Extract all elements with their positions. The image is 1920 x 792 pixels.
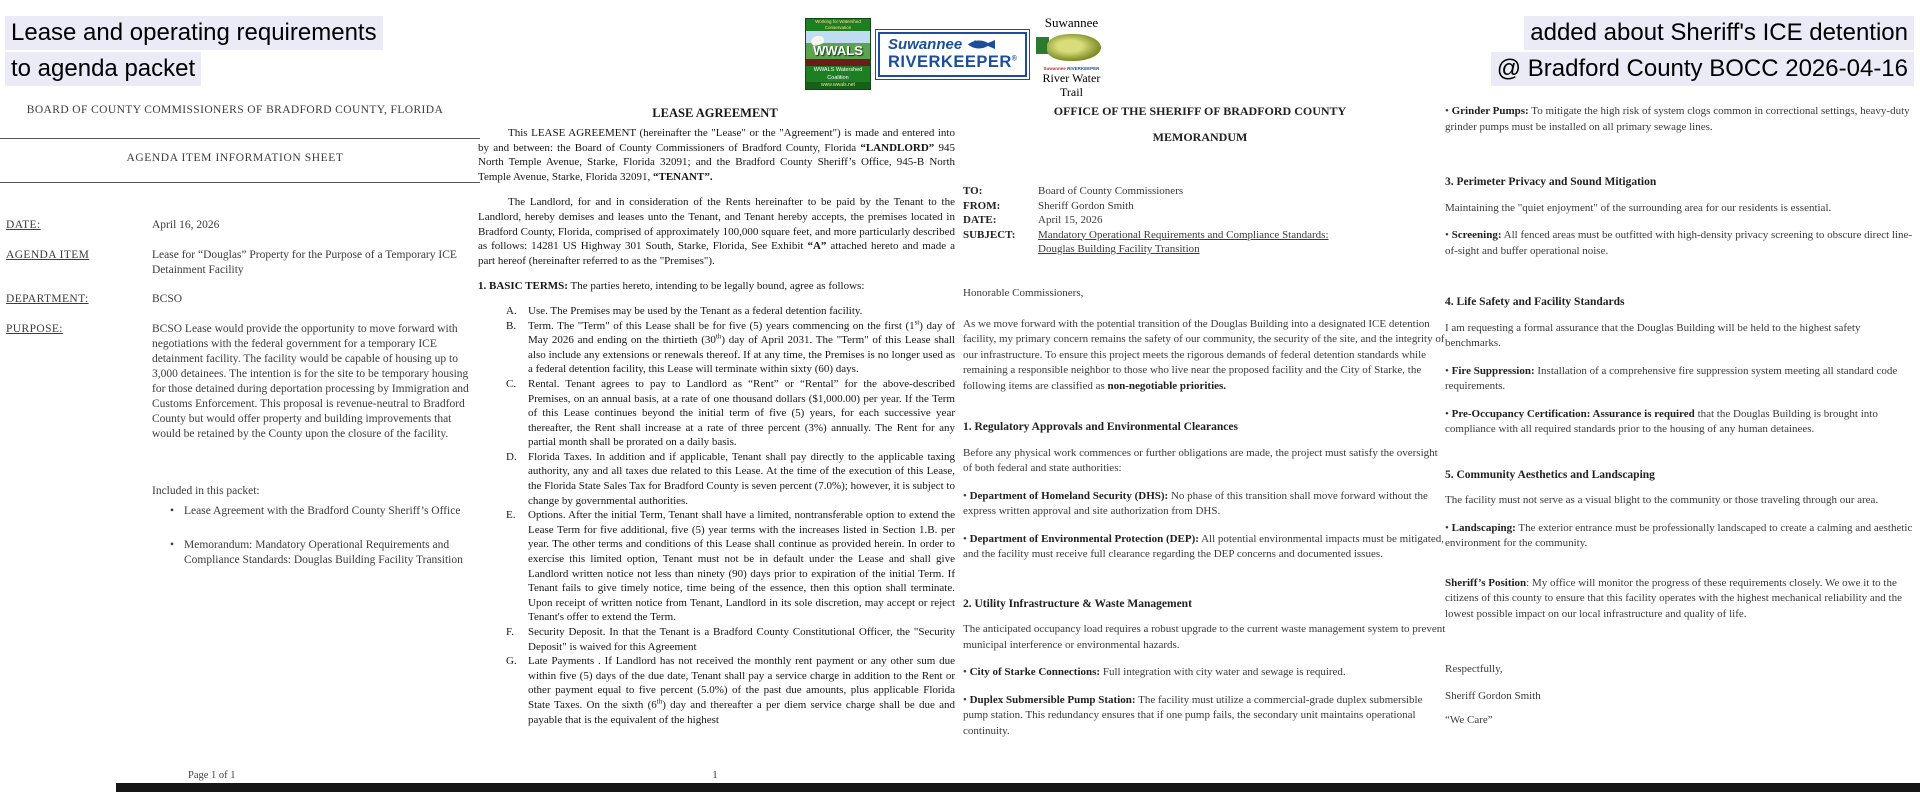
registered-mark: ® xyxy=(1011,55,1018,62)
department-value: BCSO xyxy=(152,293,183,305)
water-trail-title: Suwannee xyxy=(1044,15,1099,30)
memo-bullet-duplex-pump: • Duplex Submersible Pump Station: The facility must utilize a commercial-grade duplex submersible pump station. This redundancy ensures that if one pump fails, the secondary unit maintains operational continuity. xyxy=(963,693,1423,737)
memo-bullet-starke: • City of Starke Connections: Full integration with city water and sewage is required. xyxy=(963,666,1346,678)
memo-respectfully: Respectfully, xyxy=(1445,663,1503,675)
lease-items-list xyxy=(478,304,955,727)
date-value: April 16, 2026 xyxy=(152,219,220,231)
memo-signature: Sheriff Gordon Smith xyxy=(1445,689,1541,702)
included-item-memo: • Memorandum: Mandatory Operational Requirements and Compliance Standards: Douglas Building Facility Transition xyxy=(170,539,463,566)
memo-subject-row: SUBJECT: Mandatory Operational Requirements and Compliance Standards: Douglas Building Facility Transition xyxy=(963,228,1329,255)
wwals-tagline: Working for Watershed Conservation xyxy=(815,19,861,30)
agenda-item-label: AGENDA ITEM xyxy=(6,249,90,261)
lease-paragraph-1: This LEASE AGREEMENT (hereinafter the "Lease" or the "Agreement") is made and entered into by and between: the Board of County Commissioners of Bradford County, Florida “LANDLORD” 945 North Temple Avenue, Starke, Florida 32091; and the Bradford County Sheriff’s Office, 945-B North Temple Avenue, Starke, Florida 32091, “TENANT”. xyxy=(478,127,955,183)
wwals-subtitle: WWALS Watershed Coalition xyxy=(813,67,863,81)
caption-right-line1: added about Sheriff's ICE detention xyxy=(1524,16,1914,50)
memo-section4-para: I am requesting a formal assurance that the Douglas Building will be held to the highest safety benchmarks. xyxy=(1445,321,1861,349)
lease-agreement-page xyxy=(475,0,963,792)
memo-section3-para: Maintaining the "quiet enjoyment" of the surrounding area for our residents is essential. xyxy=(1445,201,1832,214)
lease-body xyxy=(478,126,955,727)
divider xyxy=(0,182,480,183)
memo-section5-heading: 5. Community Aesthetics and Landscaping xyxy=(1445,468,1655,481)
memo-section2-para: The anticipated occupancy load requires a robust upgrade to the current waste management system to prevent municipal interference or environmental hazards. xyxy=(963,623,1446,651)
memo-section4-heading: 4. Life Safety and Facility Standards xyxy=(1445,296,1625,308)
included-item-lease: • Lease Agreement with the Bradford County Sheriff’s Office xyxy=(170,505,461,517)
date-label: DATE: xyxy=(6,219,41,231)
lease-item-e: E. Options. After the initial Term, Tenant shall have a limited, nontransferable option to extend the Lease Term for five additional, five (5) year terms with the increases listed in Section 1.B. per year. The other terms and conditions of this Lease shall continue as provided herein. In order to exercise this limited option, Tenant must not be in default under the Lease and shall give Landlord written notice not less than ninety (90) days prior to expiration of the initial Term. If Tenant fails to give timely notice, time being of the essence, then this option shall terminate. Upon receipt of written notice from Tenant, Landlord in its sole discretion, may accept or reject Tenant's offer to extend the Term. xyxy=(506,509,955,624)
memo-section3-heading: 3. Perimeter Privacy and Sound Mitigation xyxy=(1445,176,1657,188)
memo-sheriffs-position: Sheriff’s Position: My office will monitor the progress of these requirements closely. We owe it to the citizens of this county to ensure that this facility operates with the highest mechanical reliability and the lowest possible impact on our local infrastructure and quality of life. xyxy=(1445,576,1902,620)
memo-bullet-dhs: • Department of Homeland Security (DHS): No phase of this transition shall move forward without the express written approval and site authorization from DHS. xyxy=(963,489,1428,517)
horizontal-scrollbar[interactable] xyxy=(116,783,1920,792)
memo-body-col2 xyxy=(1445,104,1913,729)
lease-paragraph-2: The Landlord, for and in consideration of the Rents hereinafter to be paid by the Tenant to the Landlord, hereby demises and leases unto the Tenant, and Tenant hereby accepts, the premises located in Bradford County, Florida, comprised of approximately 100,000 square feet, and more particularly described as follows: 14281 US Highway 301 South, Starke, Florida, See Exhibit “A” attached hereto and made a part hereof (hereinafter referred to as the "Premises"). xyxy=(478,196,955,267)
basic-terms-line: 1. BASIC TERMS: The parties hereto, intending to be legally bound, agree as follows: xyxy=(478,280,865,293)
bullet-icon: • xyxy=(170,539,175,551)
purpose-value: BCSO Lease would provide the opportunity to move forward with negotiations with the federal government for a temporary ICE detainment facility. The facility would be capable of housing up to 3,000 detainees. The intention is for the site to be temporary housing for those detained during deportation processing by Immigration and Customs Enforcement. This proposal is revenue-neutral to Bradford County but would offer property and building improvements that would be retained by the County upon the closure of the facility. xyxy=(152,323,469,440)
memo-date-row: DATE: April 15, 2026 xyxy=(963,214,1103,226)
memo-bullet-screening: • Screening: All fenced areas must be outfitted with high-density privacy screening to obscure direct line-of-sight and buffer operational noise. xyxy=(1445,229,1913,257)
sheriff-memo-page-2 xyxy=(1445,0,1917,792)
sheet-title: AGENDA ITEM INFORMATION SHEET xyxy=(126,152,344,164)
water-trail-sub-red: Suwannee xyxy=(1043,66,1066,71)
riverkeeper-line1: Suwannee xyxy=(888,35,963,53)
memo-section2-heading: 2. Utility Infrastructure & Waste Management xyxy=(963,597,1192,610)
memo-bullet-fire-suppression: • Fire Suppression: Installation of a comprehensive fire suppression system meeting all standard code requirements. xyxy=(1445,364,1898,392)
memo-subtitle: MEMORANDUM xyxy=(1152,130,1248,144)
memo-section5-para: The facility must not serve as a visual blight to the community or those traveling through our area. xyxy=(1445,494,1879,506)
bullet-icon: • xyxy=(170,505,175,517)
memo-bullet-grinder-pumps: • Grinder Pumps: To mitigate the high risk of system clogs common in correctional settings, heavy-duty grinder pumps must be installed on all primary sewage lines. xyxy=(1445,105,1910,133)
memo-body-col1 xyxy=(963,286,1447,739)
memo-header-block xyxy=(963,184,1443,257)
lease-item-c: C. Rental. Tenant agrees to pay to Landlord as “Rent” or “Rental” for the above-described Premises, on an annual basis, at a rate of one thousand dollars ($1,000.00) per year. If the Term of this Lease continues beyond the initial term of five (5) years, for each successive year thereafter, the Rent shall increase at a rate of three percent (3%) annually. The Rent for any partial month shall be prorated on a daily basis. xyxy=(506,377,955,449)
divider xyxy=(0,138,480,139)
included-heading: Included in this packet: xyxy=(152,485,260,497)
memo-bullet-landscaping: • Landscaping: The exterior entrance must be professionally landscaped to create a calming and aesthetic environment for the community. xyxy=(1445,521,1913,549)
lease-title: LEASE AGREEMENT xyxy=(652,106,778,120)
caption-left-line2: to agenda packet xyxy=(5,52,201,86)
agenda-item-value: Lease for “Douglas” Property for the Purpose of a Temporary ICE Detainment Facility xyxy=(152,249,457,276)
page-number: 1 xyxy=(712,770,718,781)
lease-item-b: B. Term. The "Term" of this Lease shall be for five (5) years commencing on the first (1st) day of May 2026 and ending on the thirtieth (30th) day of April 2031. The "Term" of this Lease shall also include any extensions or renewals thereof. If at any time, the Premises is no longer used as a federal detention facility, this Lease will terminate within sixty (60) days. xyxy=(506,317,955,376)
lease-item-d: D. Florida Taxes. In addition and if applicable, Tenant shall pay directly to the applicable taxing authority, any and all taxes due related to this Lease. At the time of the execution of this Lease, the Florida State Sales Tax for Bradford County is seven percent (7.0%); however, it is subject to change by governmental authorities. xyxy=(506,450,955,507)
sheriff-memo-page-1 xyxy=(960,0,1450,792)
wwals-name: WWALS xyxy=(813,43,863,58)
memo-bullet-dep: • Department of Environmental Protection (DEP): All potential environmental impacts must be mitigated, and the facility must receive full clearance regarding the DEP concerns and documented issues. xyxy=(963,532,1444,560)
lease-item-f: F. Security Deposit. In that the Tenant is a Bradford County Constitutional Officer, the "Security Deposit" is waived for this Agreement xyxy=(506,626,955,653)
wwals-website: www.wwals.net xyxy=(806,82,870,89)
memo-salutation: Honorable Commissioners, xyxy=(963,287,1084,299)
memo-bullet-pre-occupancy: • Pre-Occupancy Certification: Assurance is required that the Douglas Building is brought into compliance with all required standards prior to the housing of any human detainees. xyxy=(1445,407,1878,435)
caption-right-line2: @ Bradford County BOCC 2026-04-16 xyxy=(1491,52,1914,86)
memo-to-row: TO: Board of County Commissioners xyxy=(963,185,1184,197)
memo-from-row: FROM: Sheriff Gordon Smith xyxy=(963,199,1134,212)
memo-title: OFFICE OF THE SHERIFF OF BRADFORD COUNTY xyxy=(1053,104,1347,118)
caption-left-line1: Lease and operating requirements xyxy=(5,16,383,50)
purpose-label: PURPOSE: xyxy=(6,323,63,335)
memo-section1-para: Before any physical work commences or further obligations are made, the project must satisfy the oversight of both federal and state authorities: xyxy=(963,446,1438,474)
page-footer: Page 1 of 1 xyxy=(188,770,236,781)
memo-section1-heading: 1. Regulatory Approvals and Environmental Clearances xyxy=(963,421,1238,433)
lease-item-a: A. Use. The Premises may be used by the Tenant as a federal detention facility. xyxy=(506,304,863,317)
water-trail-sub-blue: RIVERKEEPER xyxy=(1067,66,1100,71)
agenda-info-sheet-page xyxy=(0,0,475,792)
memo-motto: “We Care” xyxy=(1445,714,1493,726)
lease-item-g: G. Late Payments . If Landlord has not received the monthly rent payment or any other sum due within five (5) days of the due date, Tenant shall pay a service charge in addition to the Rent or other payment equal to five percent (5.0%) of the past due amounts, plus applicable Florida State Taxes. On the sixth (6th) day and thereafter a per diem service charge shall be due and payable that is the equivalent of the highest xyxy=(506,655,955,726)
memo-intro: As we move forward with the potential transition of the Douglas Building into a designated ICE detention facility, my primary concern remains the safety of our community, the security of the site, and the integrity of our infrastructure. To ensure this project meets the rigorous demands of federal detention standards while remaining a responsible neighbor to those who live near the proposed facility and the City of Starke, the following items are classified as non-negotiable priorities. xyxy=(963,317,1445,392)
department-label: DEPARTMENT: xyxy=(6,293,89,305)
water-trail-caption: River Water Trail xyxy=(1042,71,1101,99)
riverkeeper-line2: RIVERKEEPER xyxy=(888,52,1012,71)
board-title: BOARD OF COUNTY COMMISSIONERS OF BRADFORD COUNTY, FLORIDA xyxy=(26,104,444,116)
